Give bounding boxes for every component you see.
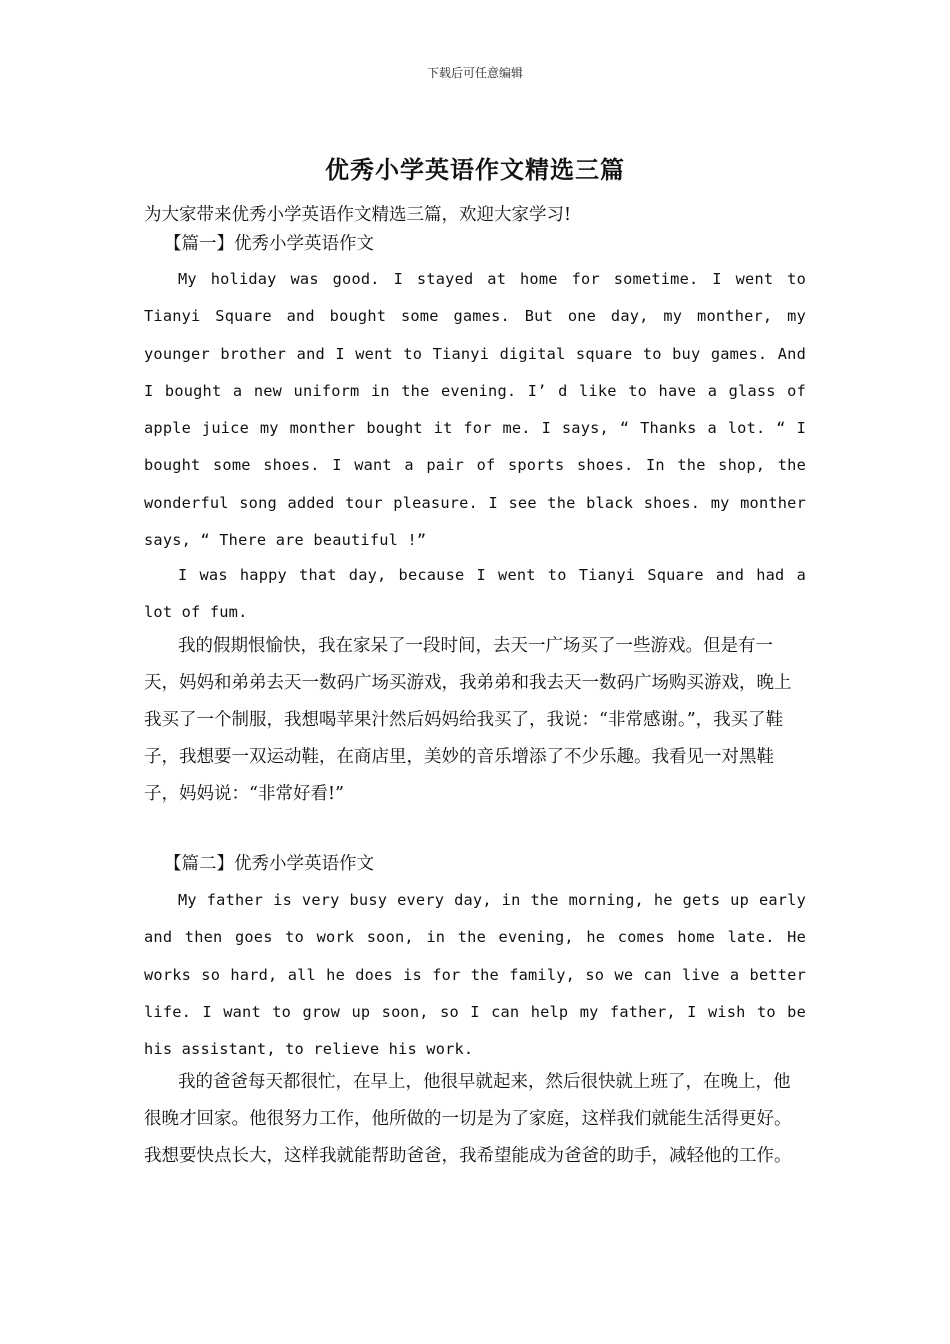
section-1-english-paragraph-2: I was happy that day, because I went to Tianyi Square and had a lot of fum. (144, 566, 806, 622)
header-note: 下载后可任意编辑 (426, 66, 523, 80)
page-title: 优秀小学英语作文精选三篇 (325, 155, 625, 184)
section-1-chinese-paragraph: 我的假期恨愉快，我在家呆了一段时间，去天一广场买了一些游戏。但是有一天，妈妈和弟弟去天一数码广场买游戏，我弟弟和我去天一数码广场购买游戏，晚上我买了一个制服，我想喝苹果汁然后妈妈给我买了，我说：“非常感谢。”，我买了鞋子，我想要一双运动鞋，在商店里，美妙的音乐增添了不少乐趣。我看见一对黑鞋子，妈妈说：“非常好看!” (144, 636, 792, 804)
section-2-english-paragraph: My father is very busy every day, in the morning, he gets up early and then goes to work soon, in the evening, he comes home late. He works so hard, all he does is for the family, so we can live a better life. I want to grow up soon, so I can help my father, I wish to be his assistant, to relieve his work. (144, 891, 806, 1059)
section-1-heading: 【篇一】优秀小学英语作文 (164, 234, 374, 254)
intro-paragraph: 为大家带来优秀小学英语作文精选三篇，欢迎大家学习! (144, 205, 572, 225)
section-2-heading: 【篇二】优秀小学英语作文 (164, 854, 374, 874)
section-2-chinese-paragraph: 我的爸爸每天都很忙，在早上，他很早就起来，然后很快就上班了，在晚上，他很晚才回家。他很努力工作，他所做的一切是为了家庭，这样我们就能生活得更好。我想要快点长大，这样我就能帮助爸爸，我希望能成为爸爸的助手，减轻他的工作。 (144, 1072, 792, 1166)
section-1-english-paragraph-1: My holiday was good. I stayed at home for sometime. I went to Tianyi Square and bought some games. But one day, my monther, my younger brother and I went to Tianyi digital square to buy games. And I bought a new uniform in the evening. I’ d like to have a glass of apple juice my monther bought it for me. I says, “ Thanks a lot. “ I bought some shoes. I want a pair of sports shoes. In the shop, the wonderful song added tour pleasure. I see the black shoes. my monther says, “ There are beautiful !” (144, 270, 806, 550)
